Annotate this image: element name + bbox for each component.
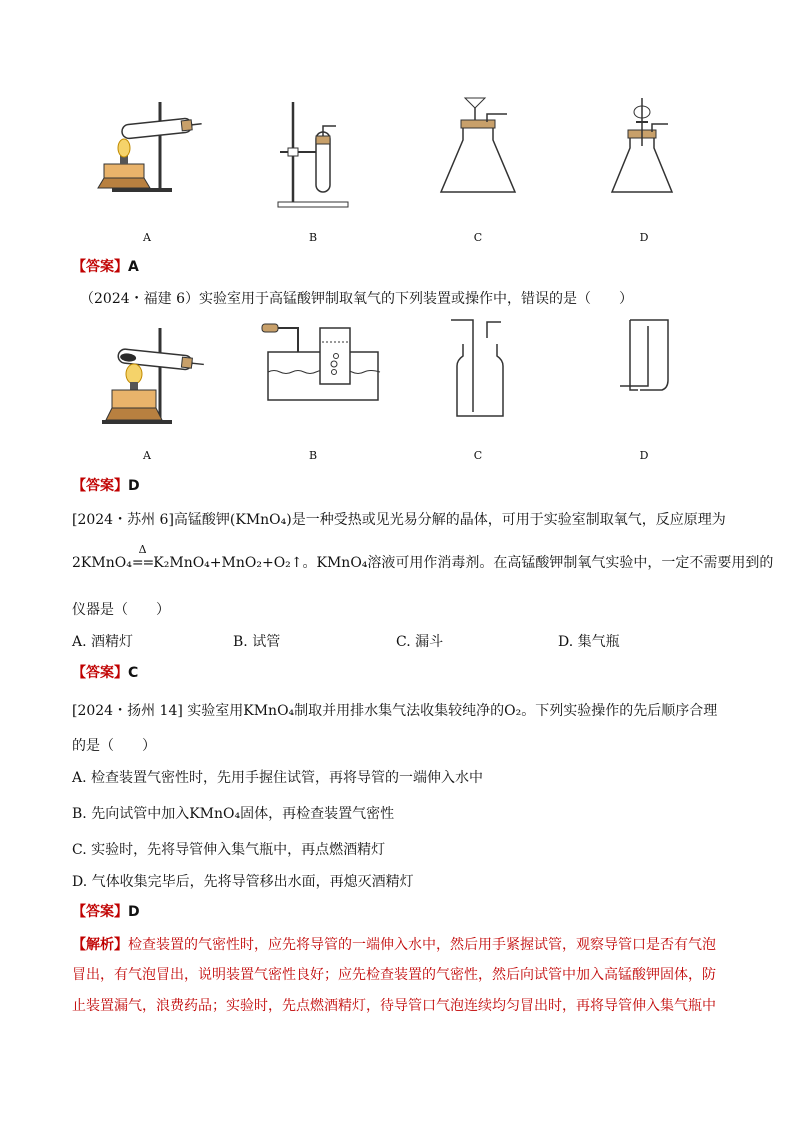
- apparatus-c-flask-funnel-icon: [403, 92, 553, 202]
- option-d: D. 集气瓶: [558, 634, 620, 650]
- q4-option-b: B. 先向试管中加入KMnO₄固体，再检查装置气密性: [72, 806, 395, 822]
- figure2-label-b: B: [308, 449, 318, 462]
- answer-value: D: [128, 904, 140, 920]
- figure2-label-d: D: [639, 449, 649, 462]
- apparatus-b-water-collection-icon: [238, 316, 388, 436]
- equation-arrow: [131, 543, 154, 573]
- answer-value: C: [128, 665, 139, 681]
- question-3-equation-line: [72, 543, 774, 573]
- apparatus-a-heating-tube-icon: [72, 92, 222, 202]
- figure1-label-c: C: [473, 231, 483, 244]
- answer-tag: 【答案】: [72, 478, 128, 494]
- q4-option-c: C. 实验时，先将导管伸入集气瓶中，再点燃酒精灯: [72, 842, 386, 858]
- q4-option-d: D. 气体收集完毕后，先将导管移出水面，再熄灭酒精灯: [72, 874, 414, 890]
- answer-tag: 【答案】: [72, 259, 128, 275]
- equation-sign: ==: [131, 555, 154, 571]
- equation-condition: Δ: [138, 543, 147, 556]
- question-4-line-1: [2024・扬州 14] 实验室用KMnO₄制取并用排水集气法收集较纯净的O₂。下列实验操作的先后顺序合理: [72, 703, 718, 719]
- apparatus-a-heating-tube-icon: [72, 316, 222, 436]
- figure2-label-a: A: [143, 449, 151, 462]
- answer-value: A: [128, 259, 139, 275]
- figure1-label-a: A: [143, 231, 151, 244]
- answer-tag: 【答案】: [72, 665, 128, 681]
- question-4-line-2: 的是（ ）: [72, 738, 156, 754]
- question-3-line-3: 仪器是（ ）: [72, 602, 170, 618]
- figure2-label-c: C: [473, 449, 483, 462]
- answer-4: [72, 902, 140, 922]
- equation-left: 2KMnO₄: [72, 555, 132, 571]
- analysis-text-1: 检查装置的气密性时，应先将导管的一端伸入水中，然后用手紧握试管，观察导管口是否有气泡: [128, 937, 716, 953]
- analysis-line-1: [72, 935, 716, 955]
- analysis-line-2: 冒出，有气泡冒出，说明装置气密性良好；应先检查装置的气密性，然后向试管中加入高锰酸钾固体，防: [72, 967, 716, 983]
- figure1-label-b: B: [308, 231, 318, 244]
- apparatus-d-flask-separatory-funnel-icon: [568, 92, 718, 202]
- figure-row-2: [0, 316, 794, 466]
- option-c: C. 漏斗: [396, 634, 444, 650]
- figure-row-1: [0, 92, 794, 252]
- apparatus-d-inverted-bottle-icon: [568, 316, 718, 436]
- question-2-stem: （2024・福建 6）实验室用于高锰酸钾制取氧气的下列装置或操作中，错误的是（ ）: [80, 291, 633, 307]
- answer-1: [72, 257, 139, 277]
- figure1-label-d: D: [639, 231, 649, 244]
- apparatus-b-vertical-tube-icon: [238, 92, 388, 212]
- option-a: A. 酒精灯: [72, 634, 134, 650]
- analysis-tag: 【解析】: [72, 937, 128, 953]
- q4-option-a: A. 检查装置气密性时，先用手握住试管，再将导管的一端伸入水中: [72, 770, 484, 786]
- option-b: B. 试管: [233, 634, 281, 650]
- answer-3: [72, 663, 138, 683]
- answer-2: [72, 476, 140, 496]
- answer-tag: 【答案】: [72, 904, 128, 920]
- answer-value: D: [128, 478, 140, 494]
- analysis-line-3: 止装置漏气，浪费药品；实验时，先点燃酒精灯，待导管口气泡连续均匀冒出时，再将导管伸入集气瓶中: [72, 998, 716, 1014]
- question-3-line-1: [2024・苏州 6]高锰酸钾(KMnO₄)是一种受热或见光易分解的晶体，可用于实验室制取氧气，反应原理为: [72, 512, 726, 528]
- equation-right: K₂MnO₄+MnO₂+O₂↑。KMnO₄溶液可用作消毒剂。在高锰酸钾制氧气实验中，一定不需要用到的: [153, 555, 774, 571]
- apparatus-c-gas-bottle-icon: [403, 316, 553, 436]
